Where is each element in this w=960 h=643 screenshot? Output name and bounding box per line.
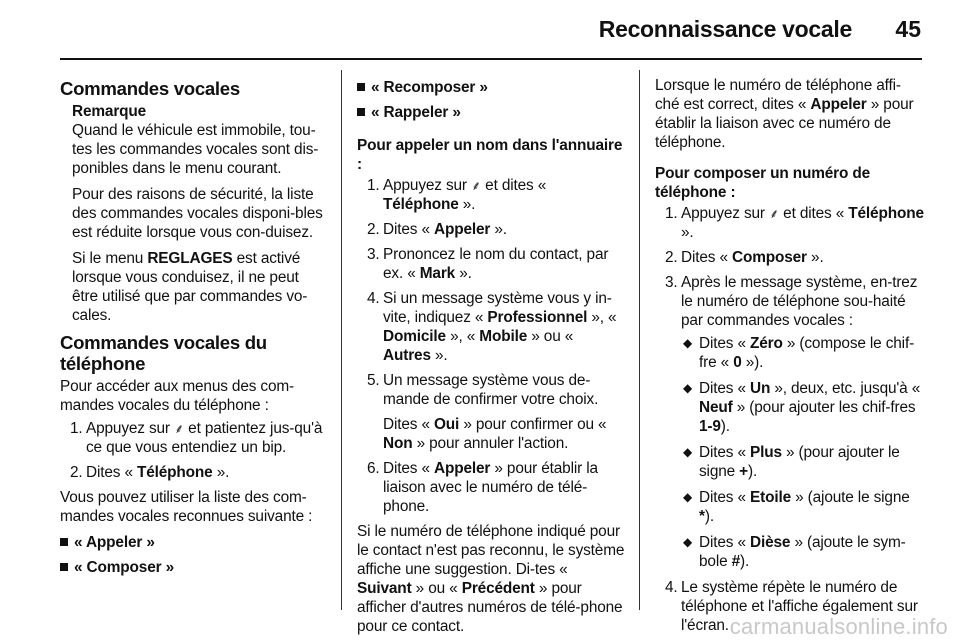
diamond-bullet-icon: ◆ — [683, 445, 693, 459]
column-1 — [60, 76, 325, 583]
heading-compose-number: Pour composer un numéro de téléphone : — [655, 165, 871, 201]
list-item: 5. Un message système vous de-mande de confirmer votre choix. Dites « Oui » pour confirmer ou « Non » pour annuler l'action. — [357, 371, 625, 453]
note-paragraph-2: Pour des raisons de sécurité, la liste des commandes vocales disponi-bles est réduite lorsque vous con-duisez. — [72, 186, 323, 241]
list-item: 1. Appuyez sur ⸙ et dites « Téléphone ». — [665, 205, 924, 241]
intro-paragraph: Pour accéder aux menus des com-mandes vocales du téléphone : — [60, 378, 295, 414]
list-item: 3. Prononcez le nom du contact, par ex. « Mark ». — [367, 246, 609, 282]
heading-phone-commands: Commandes vocales du téléphone — [60, 332, 267, 374]
heading-call-contact: Pour appeler un nom dans l'annuaire : — [357, 137, 623, 173]
heading-voice-commands: Commandes vocales — [60, 78, 240, 99]
sub-paragraph: Dites « Oui » pour confirmer ou « Non » pour annuler l'action. — [383, 416, 607, 452]
confirm-paragraph: Lorsque le numéro de téléphone affi-ché est correct, dites « Appeler » pour établir la liaison avec ce numéro de téléphone. — [655, 77, 914, 151]
speech-icon: ⸙ — [769, 206, 779, 221]
note-paragraph-1: Quand le véhicule est immobile, tou-tes les commandes vocales sont dis-ponibles dans le menu courant. — [72, 122, 319, 177]
list-item: 4. Si un message système vous y in-vite, indiquez « Professionnel », « Domicile », « Mobile » ou « Autres ». — [367, 290, 617, 364]
note-block — [72, 102, 325, 325]
list-item: 2. Dites « Composer ». — [665, 249, 824, 266]
list-item: « Composer » — [60, 558, 325, 577]
list-item: 1. Appuyez sur ⸙ et dites « Téléphone ». — [367, 177, 547, 213]
diamond-bullet-icon: ◆ — [683, 490, 693, 504]
list-item: « Recomposer » — [357, 78, 625, 97]
list-item: ◆ Dites « Zéro » (compose le chif-fre « 0 »). — [683, 335, 915, 371]
digit-list — [681, 334, 925, 571]
list-item: 2. Dites « Téléphone ». — [70, 464, 230, 481]
list-item: « Appeler » — [60, 533, 325, 552]
list-item: ◆ Dites « Un », deux, etc. jusqu'à « Neuf » (pour ajouter les chif-fres 1-9). — [683, 380, 921, 435]
speech-icon: ⸙ — [471, 178, 481, 193]
steps-list — [357, 176, 625, 516]
list-item: 2. Dites « Appeler ». — [367, 221, 507, 238]
list-item: 1. Appuyez sur ⸙ et patientez jus-qu'à ce que vous entendiez un bip. — [70, 420, 323, 456]
list-item: ◆ Dites « Etoile » (ajoute le signe *). — [683, 489, 910, 525]
list-item: « Rappeler » — [357, 103, 625, 122]
command-list — [60, 533, 325, 577]
command-list-cont — [357, 78, 625, 122]
column-2 — [357, 76, 625, 643]
list-item: 6. Dites « Appeler » pour établir la liaison avec le numéro de télé-phone. — [367, 460, 598, 515]
column-3 — [655, 76, 925, 641]
diamond-bullet-icon: ◆ — [683, 535, 693, 549]
menu-name: REGLAGES — [147, 250, 233, 267]
list-intro: Vous pouvez utiliser la liste des com-mandes vocales reconnues suivante : — [60, 489, 313, 525]
column-divider-2 — [639, 70, 640, 610]
steps-list — [60, 419, 325, 482]
diamond-bullet-icon: ◆ — [683, 336, 693, 350]
diamond-bullet-icon: ◆ — [683, 381, 693, 395]
list-item: 3. Après le message système, en-trez le numéro de téléphone sou-haité par commandes vocales : ◆ Dites « Zéro » (compose le chif-fre « 0 »). ◆ Dites « Un », deux, etc. jusqu'à « Neuf » (pour ajouter les chif-fres 1-9). ◆ Dites « Plus » (pour ajouter le signe +). ◆ Dites « Etoile » (ajoute le signe *). ◆ Dites « Dièse » (ajoute le sym-bole #). — [655, 273, 925, 571]
page-number: 45 — [895, 16, 921, 42]
note-paragraph-3: Si le menu REGLAGES est activé lorsque vous conduisez, il ne peut être utilisé que par commandes vo-cales. — [72, 250, 308, 324]
column-divider-1 — [341, 70, 342, 610]
header-divider — [60, 58, 922, 60]
list-item: 4. Le système répète le numéro de téléphone et l'affiche également sur l'écran. — [665, 579, 918, 634]
list-item: ◆ Dites « Plus » (pour ajouter le signe +). — [683, 444, 900, 480]
steps-list — [655, 204, 925, 635]
list-item: ◆ Dites « Dièse » (ajoute le sym-bole #). — [683, 534, 906, 570]
page-title: Reconnaissance vocale — [598, 16, 852, 42]
watermark: carmanualsonline.info — [729, 614, 948, 639]
suggestion-paragraph: Si le numéro de téléphone indiqué pour le contact n'est pas reconnu, le système affiche une suggestion. Di-tes « Suivant » ou « Précédent » pour afficher d'autres numéros de télé-phone pour ce contact. — [357, 523, 625, 635]
speech-icon: ⸙ — [174, 421, 184, 436]
note-title: Remarque — [72, 103, 147, 120]
